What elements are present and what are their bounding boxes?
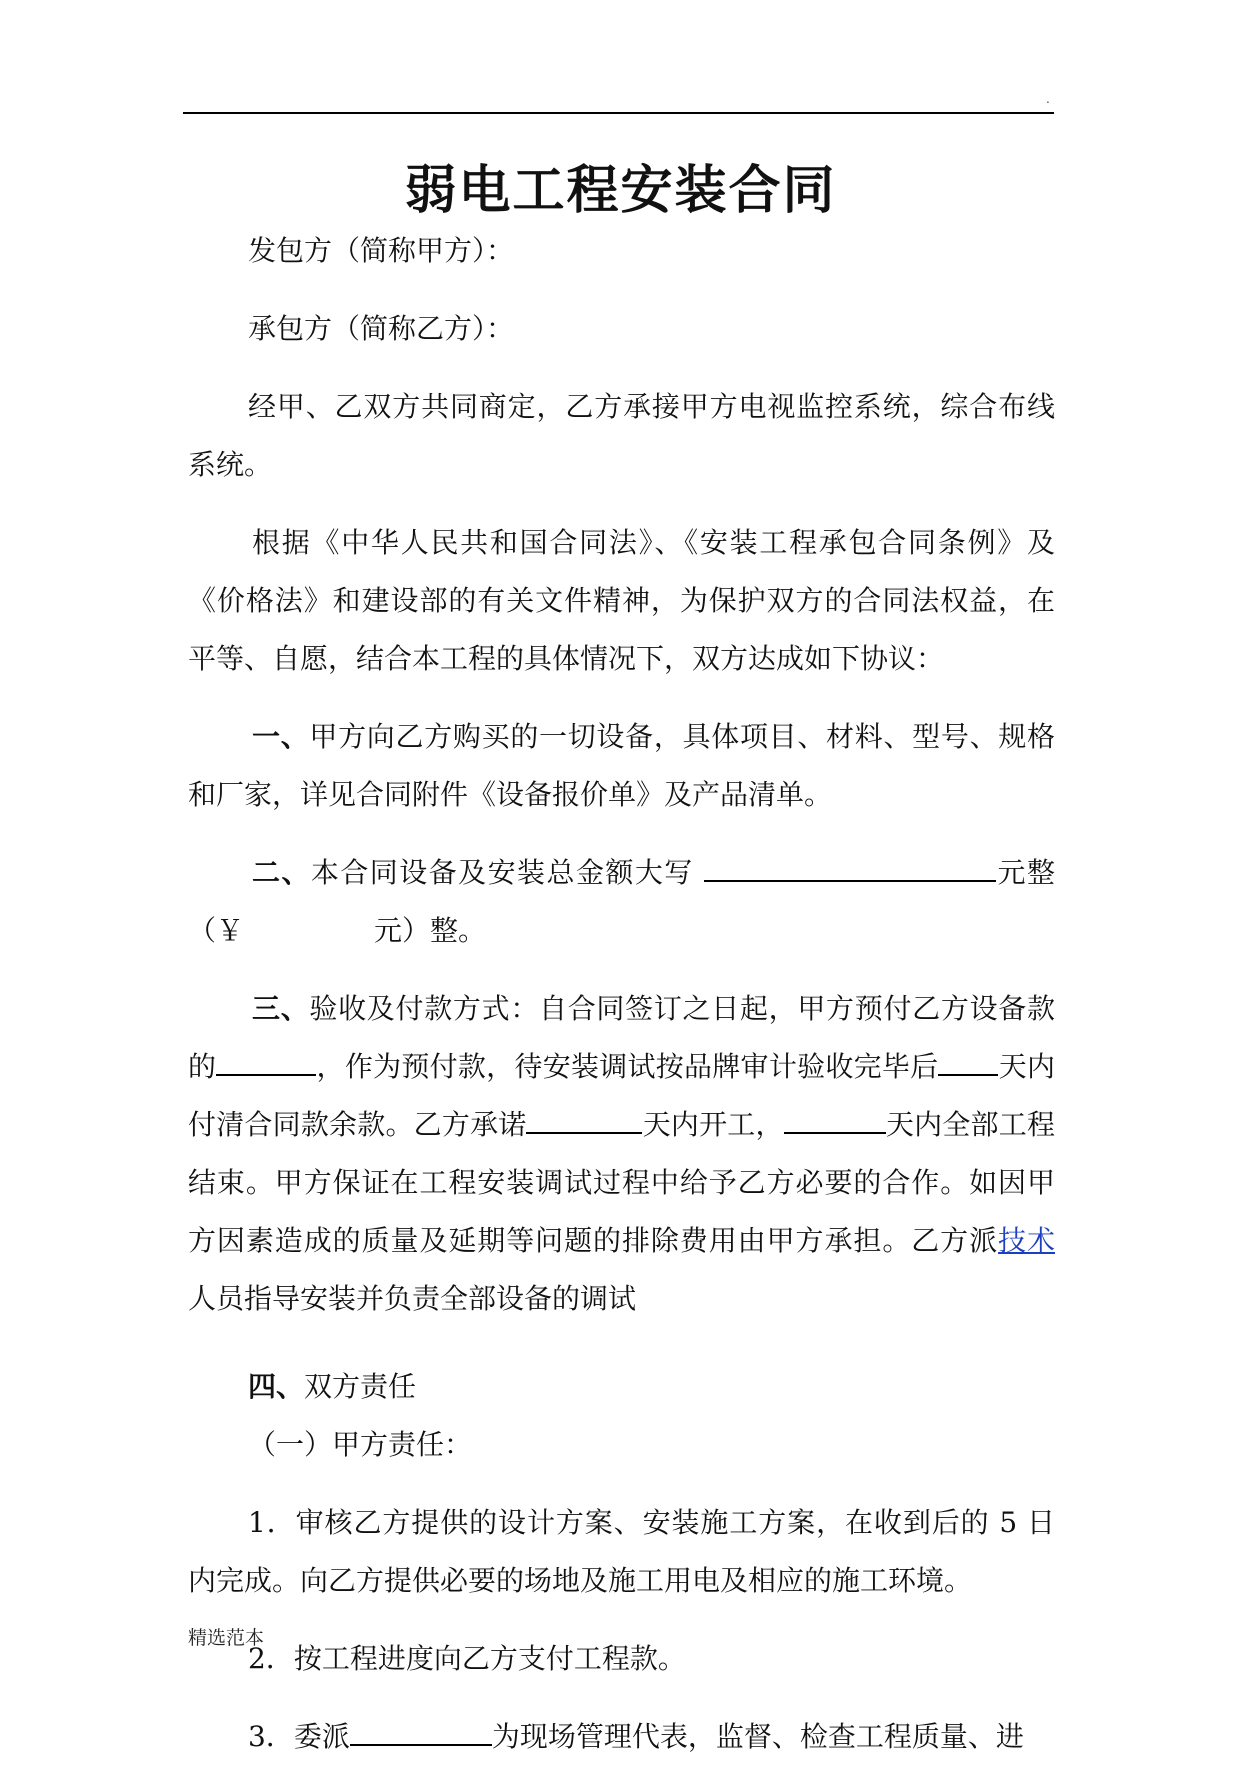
clause-3-text-f: 人员指导安装并负责全部设备的调试 (188, 1282, 637, 1315)
party-b-line: 承包方（简称乙方）： (248, 312, 515, 345)
prepayment-ratio-blank[interactable] (216, 1052, 316, 1076)
clause-3-text-a: 验收及付款方式：自合同签订之日起，甲方预付乙方设备款的 (188, 992, 1055, 1083)
duty-item-2: 2．按工程进度向乙方支付工程款。 (248, 1642, 686, 1675)
document-title: 弱电工程安装合同 (404, 160, 837, 221)
completion-days-blank[interactable] (784, 1110, 886, 1134)
technical-link[interactable]: 技术 (998, 1224, 1055, 1257)
clause-3-text-d: 天内开工， (642, 1108, 784, 1141)
clause-3-text-b: ，作为预付款，待安装调试按品牌审计验收完毕后 (316, 1050, 939, 1083)
balance-days-blank[interactable] (938, 1052, 998, 1076)
clause-4-title: 双方责任 (304, 1370, 417, 1403)
site-representative-blank[interactable] (350, 1722, 492, 1746)
duty-item-3 (188, 1708, 1055, 1766)
duty-item-3-text-a: 3．委派 (248, 1720, 350, 1753)
header-dot: . (1046, 92, 1050, 106)
clause-3-text-c: 天内付清合同款余款。乙方承诺 (188, 1050, 1055, 1141)
duty-item-3-text-b: 为现场管理代表，监督、检查工程质量、进 (491, 1720, 1024, 1753)
clause-3 (188, 980, 1055, 1328)
party-a-duties-heading: （一）甲方责任： (248, 1428, 473, 1461)
clause-3-text-e: 天内全部工程结束。甲方保证在工程安装调试过程中给予乙方必要的合作。如因甲方因素造成的质量及延期等问题的排除费用由甲方承担。乙方派 (188, 1108, 1055, 1257)
clause-2 (188, 844, 1055, 960)
party-a-line: 发包方（简称甲方）： (248, 234, 515, 267)
clause-2-text-a: 本合同设备及安装总金额大写 (310, 856, 705, 889)
clause-1-text: 甲方向乙方购买的一切设备，具体项目、材料、型号、规格和厂家，详见合同附件《设备报价单》及产品清单。 (188, 720, 1055, 811)
footer-label: 精选范本 (188, 1627, 265, 1649)
clause-4-heading (188, 1358, 1055, 1416)
intro-paragraph: 经甲、乙双方共同商定，乙方承接甲方电视监控系统，综合布线系统。 (188, 390, 1055, 481)
clause-4-number: 四、 (248, 1370, 305, 1403)
clause-2-number: 二、 (252, 856, 311, 889)
start-days-blank[interactable] (526, 1110, 642, 1134)
clause-1 (188, 708, 1055, 824)
clause-1-number: 一、 (252, 720, 310, 753)
contract-body (188, 222, 1055, 1766)
amount-words-blank[interactable] (704, 858, 996, 882)
header-rule (183, 112, 1054, 114)
duty-item-1: 1．审核乙方提供的设计方案、安装施工方案，在收到后的 5 日内完成。向乙方提供必要的场地及施工用电及相应的施工环境。 (188, 1506, 1055, 1597)
clause-2-text-b: 元整（￥ (188, 856, 1055, 947)
basis-paragraph: 根据《中华人民共和国合同法》、《安装工程承包合同条例》及《价格法》和建设部的有关文件精神，为保护双方的合同法权益，在平等、自愿，结合本工程的具体情况下，双方达成如下协议： (188, 526, 1055, 675)
clause-2-text-c: 元）整。 (374, 914, 487, 947)
clause-3-number: 三、 (252, 992, 310, 1025)
